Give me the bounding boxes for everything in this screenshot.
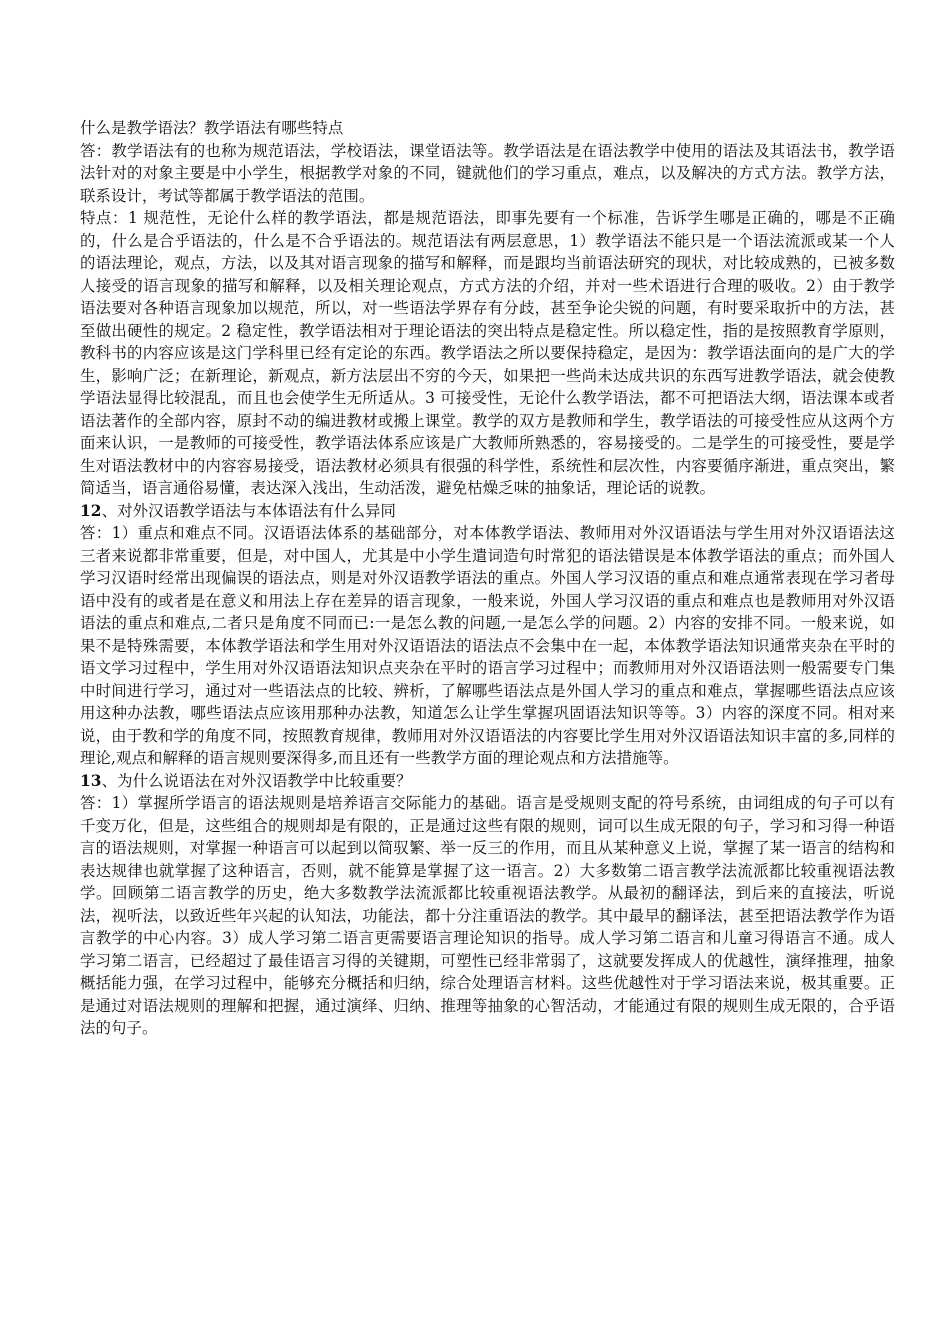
question-heading	[80, 770, 895, 793]
answer-paragraph: 答：1）重点和难点不同。汉语语法体系的基础部分，对本体教学语法、教师用对外汉语语法与学生用对外汉语语法这三者来说都非常重要，但是，对中国人，尤其是中小学生遣词造句时常犯的语法错误是本体教学语法的重点；而外国人学习汉语时经常出现偏误的语法点，则是对外汉语教学语法的重点。外国人学习汉语的重点和难点通常表现在学习者母语中没有的或者是在意义和用法上存在差异的语言现象，一般来说，外国人学习汉语的重点和难点也是教师用对外汉语语法的重点和难点,二者只是角度不同而已:一是怎么教的问题,一是怎么学的问题。2）内容的安排不同。一般来说，如果不是特殊需要，本体教学语法和学生用对外汉语语法的语法点不会集中在一起，本体教学语法知识通常夹杂在平时的语文学习过程中，学生用对外汉语语法知识点夹杂在平时的语言学习过程中；而教师用对外汉语语法则一般需要专门集中时间进行学习，通过对一些语法点的比较、辨析，了解哪些语法点是外国人学习的重点和难点，掌握哪些语法点应该用这种办法教，哪些语法点应该用那种办法教，知道怎么让学生掌握巩固语法知识等等。3）内容的深度不同。相对来说，由于教和学的角度不同，按照教育规律，教师用对外汉语语法的内容要比学生用对外汉语语法知识丰富的多,同样的理论,观点和解释的语言规则要深得多,而且还有一些教学方面的理论观点和方法措施等。	[80, 524, 895, 767]
answer-paragraph: 答：教学语法有的也称为规范语法，学校语法，课堂语法等。教学语法是在语法教学中使用的语法及其语法书，教学语法针对的对象主要是中小学生，根据教学对象的不同，键就他们的学习重点，难点，以及解决的方式方法。教学方法，联系设计，考试等都属于教学语法的范围。	[80, 141, 895, 205]
question-title: 、对外汉语教学语法与本体语法有什么异同	[101, 501, 396, 520]
question-heading	[80, 500, 895, 523]
question-heading: 什么是教学语法？教学语法有哪些特点	[80, 119, 344, 137]
question-title: 、为什么说语法在对外汉语教学中比较重要？	[101, 771, 412, 790]
features-paragraph: 特点：1 规范性，无论什么样的教学语法，都是规范语法，即事先要有一个标准，告诉学生哪是正确的，哪是不正确的，什么是合乎语法的，什么是不合乎语法的。规范语法有两层意思，1）教学语法不能只是一个语法流派或某一个人的语法理论，观点，方法，以及其对语言现象的描写和解释，而是跟均当前语法研究的现状，对比较成熟的，已被多数人接受的语言现象的描写和解释，以及相关理论观点，方式方法的介绍，并对一些术语进行合理的吸收。2）由于教学语法要对各种语言现象加以规范，所以，对一些语法学界存有分歧，甚至争论尖锐的问题，有时要采取折中的方法，甚至做出硬性的规定。2 稳定性，教学语法相对于理论语法的突出特点是稳定性。所以稳定性，指的是按照教育学原则，教科书的内容应该是这门学科里已经有定论的东西。教学语法之所以要保持稳定，是因为：教学语法面向的是广大的学生，影响广泛；在新理论，新观点，新方法层出不穷的今天，如果把一些尚未达成共识的东西写进教学语法，就会使教学语法显得比较混乱，而且也会使学生无所适从。3 可接受性，无论什么教学语法，都不可把语法大纲，语法课本或者语法著作的全部内容，原封不动的编进教材或搬上课堂。教学的双方是教师和学生，教学语法的可接受性应从这两个方面来认识，一是教师的可接受性，教学语法体系应该是广大教师所熟悉的，容易接受的。二是学生的可接受性，要是学生对语法教材中的内容容易接受，语法教材必须具有很强的科学性，系统性和层次性，内容要循序渐进，重点突出，繁简适当，语言通俗易懂，表达深入浅出，生动活泼，避免枯燥乏味的抽象话，理论话的说教。	[80, 209, 895, 497]
answer-paragraph: 答：1）掌握所学语言的语法规则是培养语言交际能力的基础。语言是受规则支配的符号系统，由词组成的句子可以有千变万化，但是，这些组合的规则却是有限的，正是通过这些有限的规则，词可以生成无限的句子，学习和习得一种语言的语法规则，对掌握一种语言可以起到以简驭繁、举一反三的作用，而且从某种意义上说，掌握了某一语言的结构和表达规律也就掌握了这种语言，否则，就不能算是掌握了这一语言。2）大多数第二语言教学法流派都比较重视语法教学。回顾第二语言教学的历史，绝大多数教学法流派都比较重视语法教学。从最初的翻译法，到后来的直接法，听说法，视听法，以致近些年兴起的认知法，功能法，都十分注重语法的教学。其中最早的翻译法，甚至把语法教学作为语言教学的中心内容。3）成人学习第二语言更需要语言理论知识的指导。成人学习第二语言和儿童习得语言不通。成人学习第二语言，已经超过了最佳语言习得的关键期，可塑性已经非常弱了，这就要发挥成人的优越性，演绎推理，抽象概括能力强，在学习过程中，能够充分概括和归纳，综合处理语言材料。这些优越性对于学习语法来说，极其重要。正是通过对语法规则的理解和把握，通过演绎、归纳、推理等抽象的心智活动，才能通过有限的规则生成无限的，合乎语法的句子。	[80, 794, 895, 1037]
document-body	[80, 117, 895, 1040]
question-number: 12	[80, 501, 102, 520]
question-number: 13	[80, 771, 102, 790]
